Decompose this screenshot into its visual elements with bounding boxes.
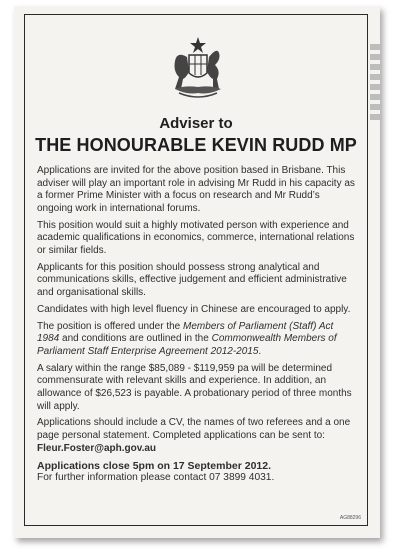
ad-title-line-1: Adviser to bbox=[159, 115, 233, 132]
paragraph-language: Candidates with high level fluency in Chinese are encouraged to apply. bbox=[37, 303, 351, 315]
paragraph-salary: A salary within the range $85,089 - $119,959 pa will be determined commensurate with relevant skills and experience. In addition, an allowance of $26,523 is payable. A probationary period of three months will apply. bbox=[37, 362, 352, 412]
legislation-text-e: . bbox=[258, 345, 262, 357]
ad-code: AG88296 bbox=[339, 515, 361, 521]
paragraph-application bbox=[37, 417, 357, 455]
paragraph-suitability: This position would suit a highly motivated person with experience and academic qualifications in economics, commerce, international relations or similar fields. bbox=[37, 219, 355, 256]
ad-title-line-2: THE HONOURABLE KEVIN RUDD MP bbox=[35, 135, 357, 155]
agreement-name: Commonwealth Members of Parliament Staff Enterprise Agreement 2012-2015 bbox=[37, 333, 337, 357]
paragraph-role: Applications are invited for the above position based in Brisbane. This adviser will play an important role in advising Mr Rudd in his capacity as a former Prime Minister with a focus on research and Mr Rudd’s ongoing work in international forums. bbox=[37, 165, 355, 214]
closing-block bbox=[37, 460, 357, 485]
coat-of-arms-icon bbox=[165, 35, 231, 101]
contact-info: For further information please contact 07 3899 4031. bbox=[37, 472, 275, 484]
application-email: Fleur.Foster@aph.gov.au bbox=[37, 442, 157, 454]
paragraph-legislation bbox=[37, 321, 357, 359]
adjacent-text-bleed bbox=[370, 40, 382, 150]
ad-body bbox=[37, 165, 357, 485]
act-name: Members of Parliament (Staff) Act 1984 bbox=[37, 320, 334, 345]
legislation-text-a: The position is offered under the bbox=[37, 320, 184, 332]
application-deadline: Applications close 5pm on 17 September 2012. bbox=[37, 459, 271, 472]
paragraph-skills: Applicants for this position should possess strong analytical and communications skills, effective judgement and efficient administrative and organisational skills. bbox=[37, 261, 347, 298]
application-text: Applications should include a CV, the names of two referees and a one page personal statement. Completed applications can be sent to: bbox=[37, 417, 351, 442]
legislation-text-c: and conditions are outlined in the bbox=[59, 333, 212, 345]
job-advertisement bbox=[24, 14, 368, 526]
